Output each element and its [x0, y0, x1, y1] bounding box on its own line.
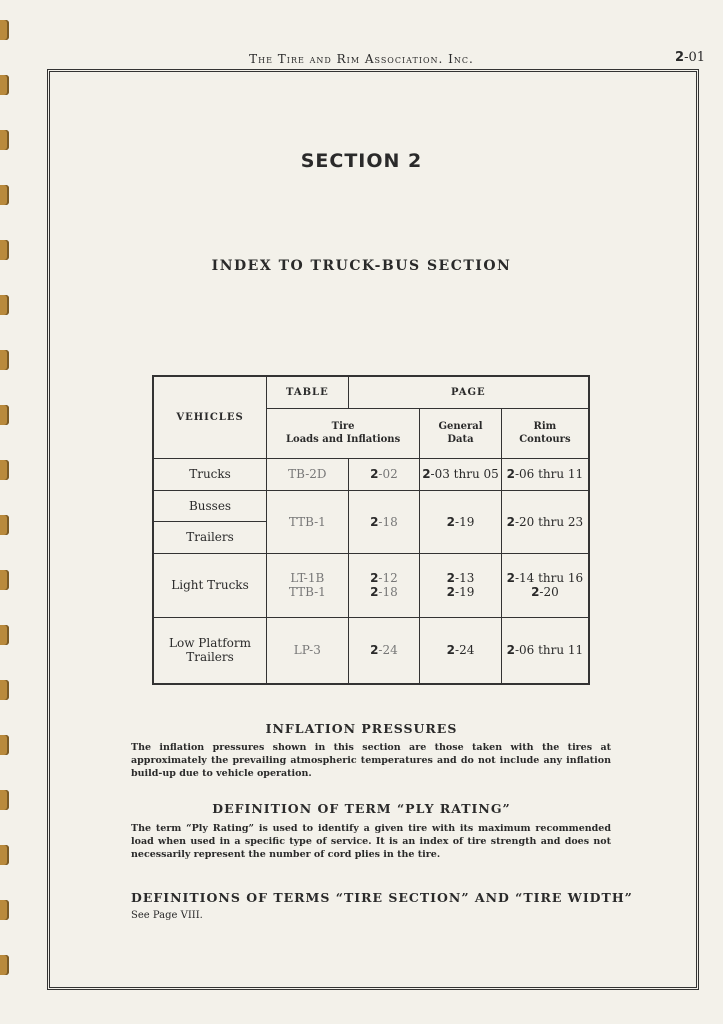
inflation-heading: INFLATION PRESSURES	[265, 721, 458, 736]
header-vehicles: VEHICLES	[153, 376, 267, 458]
header-table: TABLE	[267, 376, 349, 408]
rim-page-cell: 2-14 thru 16 2-20	[501, 553, 589, 617]
page-number: 2-01	[675, 50, 705, 65]
general-page-cell: 2-19	[420, 490, 502, 553]
loads-page-cell: 2-24	[348, 617, 420, 684]
table-cell: LP-3	[267, 617, 349, 684]
rim-page-cell: 2-06 thru 11	[501, 458, 589, 490]
general-page-cell: 2-24	[420, 617, 502, 684]
index-title: INDEX TO TRUCK-BUS SECTION	[211, 258, 512, 274]
header-loads: Tire Loads and Inflations	[267, 408, 420, 458]
ply-rating-heading: DEFINITION OF TERM “PLY RATING”	[212, 801, 511, 816]
vehicle-cell: Low Platform Trailers	[153, 617, 267, 684]
vehicle-cell: Trucks	[153, 458, 267, 490]
vehicle-cell: Trailers	[153, 521, 267, 553]
rim-page-cell: 2-20 thru 23	[501, 490, 589, 553]
running-head: The Tire and Rim Association. Inc.	[249, 52, 474, 66]
section-title: SECTION 2	[300, 150, 423, 172]
vehicle-cell: Busses	[153, 490, 267, 521]
ply-rating-text: The term “Ply Rating” is used to identify a given tire with its maximum recommended load when used in a specific type of service. It is an index of tire strength and does not necessarily represent the number of cord plies in the tire.	[131, 823, 611, 860]
table-row	[153, 490, 589, 521]
loads-page-cell: 2-18	[348, 490, 420, 553]
tire-section-note: See Page VIII.	[131, 910, 203, 921]
rim-page-cell: 2-06 thru 11	[501, 617, 589, 684]
vehicle-cell: Light Trucks	[153, 553, 267, 617]
header-page: PAGE	[348, 376, 589, 408]
general-page-cell: 2-13 2-19	[420, 553, 502, 617]
loads-page-cell: 2-02	[348, 458, 420, 490]
tire-section-heading: DEFINITIONS OF TERMS “TIRE SECTION” AND “TIRE WIDTH”	[131, 890, 633, 905]
table-row	[153, 617, 589, 684]
inflation-text: The inflation pressures shown in this section are those taken with the tires at approximately the prevailing atmospheric temperatures and do not include any inflation build-up due to vehicle operation.	[131, 742, 611, 779]
table-cell: LT-1B TTB-1	[267, 553, 349, 617]
table-row	[153, 553, 589, 617]
loads-page-cell: 2-12 2-18	[348, 553, 420, 617]
table-row	[153, 458, 589, 490]
table-cell: TTB-1	[267, 490, 349, 553]
header-general-data: General Data	[420, 408, 502, 458]
index-table	[152, 375, 590, 685]
table-cell: TB-2D	[267, 458, 349, 490]
header-rim-contours: Rim Contours	[501, 408, 589, 458]
general-page-cell: 2-03 thru 05	[420, 458, 502, 490]
